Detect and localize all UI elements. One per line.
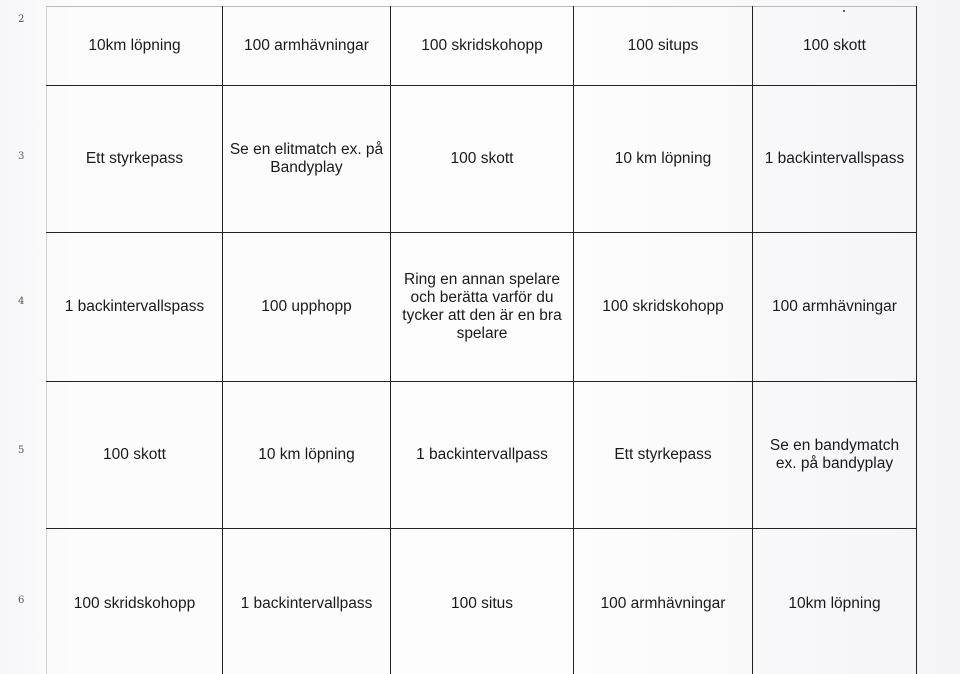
table-cell: 10km löpning	[47, 7, 223, 86]
table-cell: 10 km löpning	[223, 382, 391, 529]
table-cell: 100 skridskohopp	[574, 233, 753, 382]
row-marker-5: 6	[18, 595, 25, 606]
table-cell: 1 backintervallspass	[753, 86, 917, 233]
table-cell: 100 armhävningar	[574, 529, 753, 674]
training-challenge-table	[46, 6, 917, 674]
table-cell: 100 armhävningar	[223, 7, 391, 86]
table-cell: 1 backintervallpass	[391, 382, 574, 529]
table-cell: 100 situps	[574, 7, 753, 86]
table-row	[47, 529, 917, 674]
table-cell: 100 armhävningar	[753, 233, 917, 382]
table-cell: 100 skott	[753, 7, 917, 86]
table-cell: 10 km löpning	[574, 86, 753, 233]
table-cell: 1 backintervallpass	[223, 529, 391, 674]
table-cell: 100 upphopp	[223, 233, 391, 382]
table-cell: Ring en annan spelare och berätta varför du tycker att den är en bra spelare	[391, 233, 574, 382]
table-cell: 10km löpning	[753, 529, 917, 674]
table-cell: Ett styrkepass	[574, 382, 753, 529]
table-cell: 100 skott	[391, 86, 574, 233]
table-cell: 100 situs	[391, 529, 574, 674]
table-row	[47, 382, 917, 529]
table-cell: 100 skridskohopp	[391, 7, 574, 86]
table-cell: 100 skridskohopp	[47, 529, 223, 674]
row-marker-2: 3	[18, 151, 25, 162]
table-cell: Se en elitmatch ex. på Bandyplay	[223, 86, 391, 233]
row-marker-1: 2	[18, 14, 25, 25]
table-cell: Ett styrkepass	[47, 86, 223, 233]
table-row	[47, 86, 917, 233]
table-cell: 1 backintervallspass	[47, 233, 223, 382]
table-row	[47, 233, 917, 382]
table-cell: Se en bandymatch ex. på bandyplay	[753, 382, 917, 529]
table-row	[47, 7, 917, 86]
row-marker-3: 4	[18, 296, 25, 307]
table-cell: 100 skott	[47, 382, 223, 529]
row-marker-4: 5	[18, 445, 25, 456]
